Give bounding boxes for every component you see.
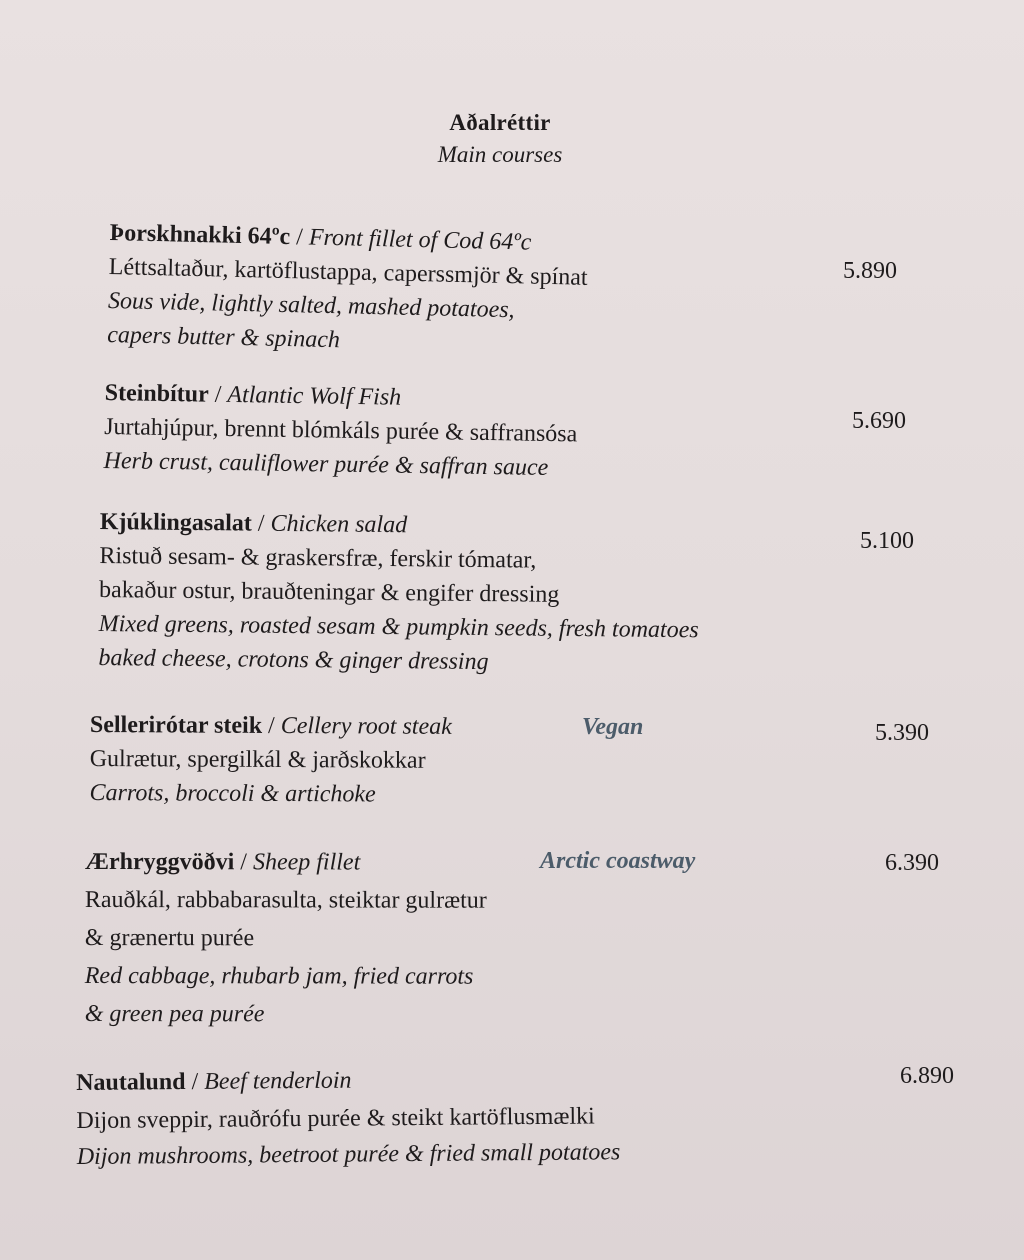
name-separator: / <box>208 381 228 408</box>
dish-name: Ærhryggvöðvi <box>84 849 235 876</box>
dish-desc-en: Carrots, broccoli & artichoke <box>89 779 376 808</box>
dish-name: Þorskhnakki 64ºc <box>109 219 291 251</box>
name-separator: / <box>251 510 271 537</box>
name-separator: / <box>262 712 281 739</box>
dish-desc-en: & green pea purée <box>84 1000 265 1028</box>
dish-name-en: Beef tenderloin <box>204 1067 352 1095</box>
dish-desc-en: Herb crust, cauliflower purée & saffran sauce <box>103 447 549 481</box>
dish-price: 6.390 <box>885 850 939 876</box>
dish-tag-arctic-coastway: Arctic coastway <box>540 848 696 874</box>
dish-desc-is: Rauðkál, rabbabarasulta, steiktar gulrætur <box>84 886 487 914</box>
dish-price: 5.890 <box>843 258 897 284</box>
dish-sheep-fillet <box>85 845 487 1032</box>
dish-name-en: Cellery root steak <box>280 712 452 740</box>
dish-beef-tenderloin <box>76 1061 620 1174</box>
dish-desc-en: Mixed greens, roasted sesam & pumpkin seeds, fresh tomatoes <box>98 610 699 644</box>
dish-name: Nautalund <box>76 1069 186 1096</box>
dish-title <box>85 845 487 880</box>
dish-price: 6.890 <box>900 1063 954 1089</box>
dish-celery-root-steak <box>89 708 451 812</box>
menu-header <box>0 110 1000 168</box>
dish-desc-is: Jurtahjúpur, brennt blómkáls purée & saffransósa <box>103 413 578 448</box>
dish-desc-is: & grænertu purée <box>84 924 255 952</box>
dish-desc-en: Red cabbage, rhubarb jam, fried carrots <box>84 962 474 990</box>
dish-desc-is: Gulrætur, spergilkál & jarðskokkar <box>89 745 426 774</box>
dish-name: Sellerirótar steik <box>89 711 263 739</box>
dish-desc-en: Sous vide, lightly salted, mashed potatoes, <box>107 287 515 324</box>
section-subtitle: Main courses <box>437 142 563 167</box>
dish-name-en: Atlantic Wolf Fish <box>227 381 402 411</box>
dish-price: 5.390 <box>875 720 929 746</box>
dish-wolf-fish <box>103 376 578 485</box>
dish-desc-en: Dijon mushrooms, beetroot purée & fried small potatoes <box>76 1139 621 1170</box>
dish-desc-en: capers butter & spinach <box>107 321 341 354</box>
dish-tag-vegan: Vegan <box>582 714 644 740</box>
dish-name: Steinbítur <box>104 379 209 408</box>
dish-cod <box>107 216 589 363</box>
dish-desc-en: baked cheese, crotons & ginger dressing <box>98 644 489 676</box>
name-separator: / <box>234 849 253 876</box>
dish-name-en: Sheep fillet <box>252 849 361 876</box>
dish-desc-is: bakaður ostur, brauðteningar & engifer dressing <box>98 576 560 608</box>
dish-chicken-salad <box>98 505 700 681</box>
dish-desc-is: Dijon sveppir, rauðrófu purée & steikt kartöflusmælki <box>76 1103 595 1134</box>
dish-title <box>76 1061 620 1100</box>
dish-desc-is: Léttsaltaður, kartöflustappa, caperssmjör & spínat <box>108 253 588 291</box>
dish-price: 5.690 <box>852 408 906 434</box>
section-title: Aðalréttir <box>449 110 551 135</box>
name-separator: / <box>185 1068 205 1096</box>
name-separator: / <box>289 224 310 251</box>
dish-desc-is: Ristuð sesam- & graskersfræ, ferskir tómatar, <box>99 542 537 574</box>
dish-title <box>90 708 452 744</box>
dish-name-en: Chicken salad <box>270 510 408 539</box>
dish-name: Kjúklingasalat <box>99 508 252 537</box>
dish-name-en: Front fillet of Cod 64ºc <box>308 224 532 256</box>
dish-price: 5.100 <box>860 528 914 554</box>
